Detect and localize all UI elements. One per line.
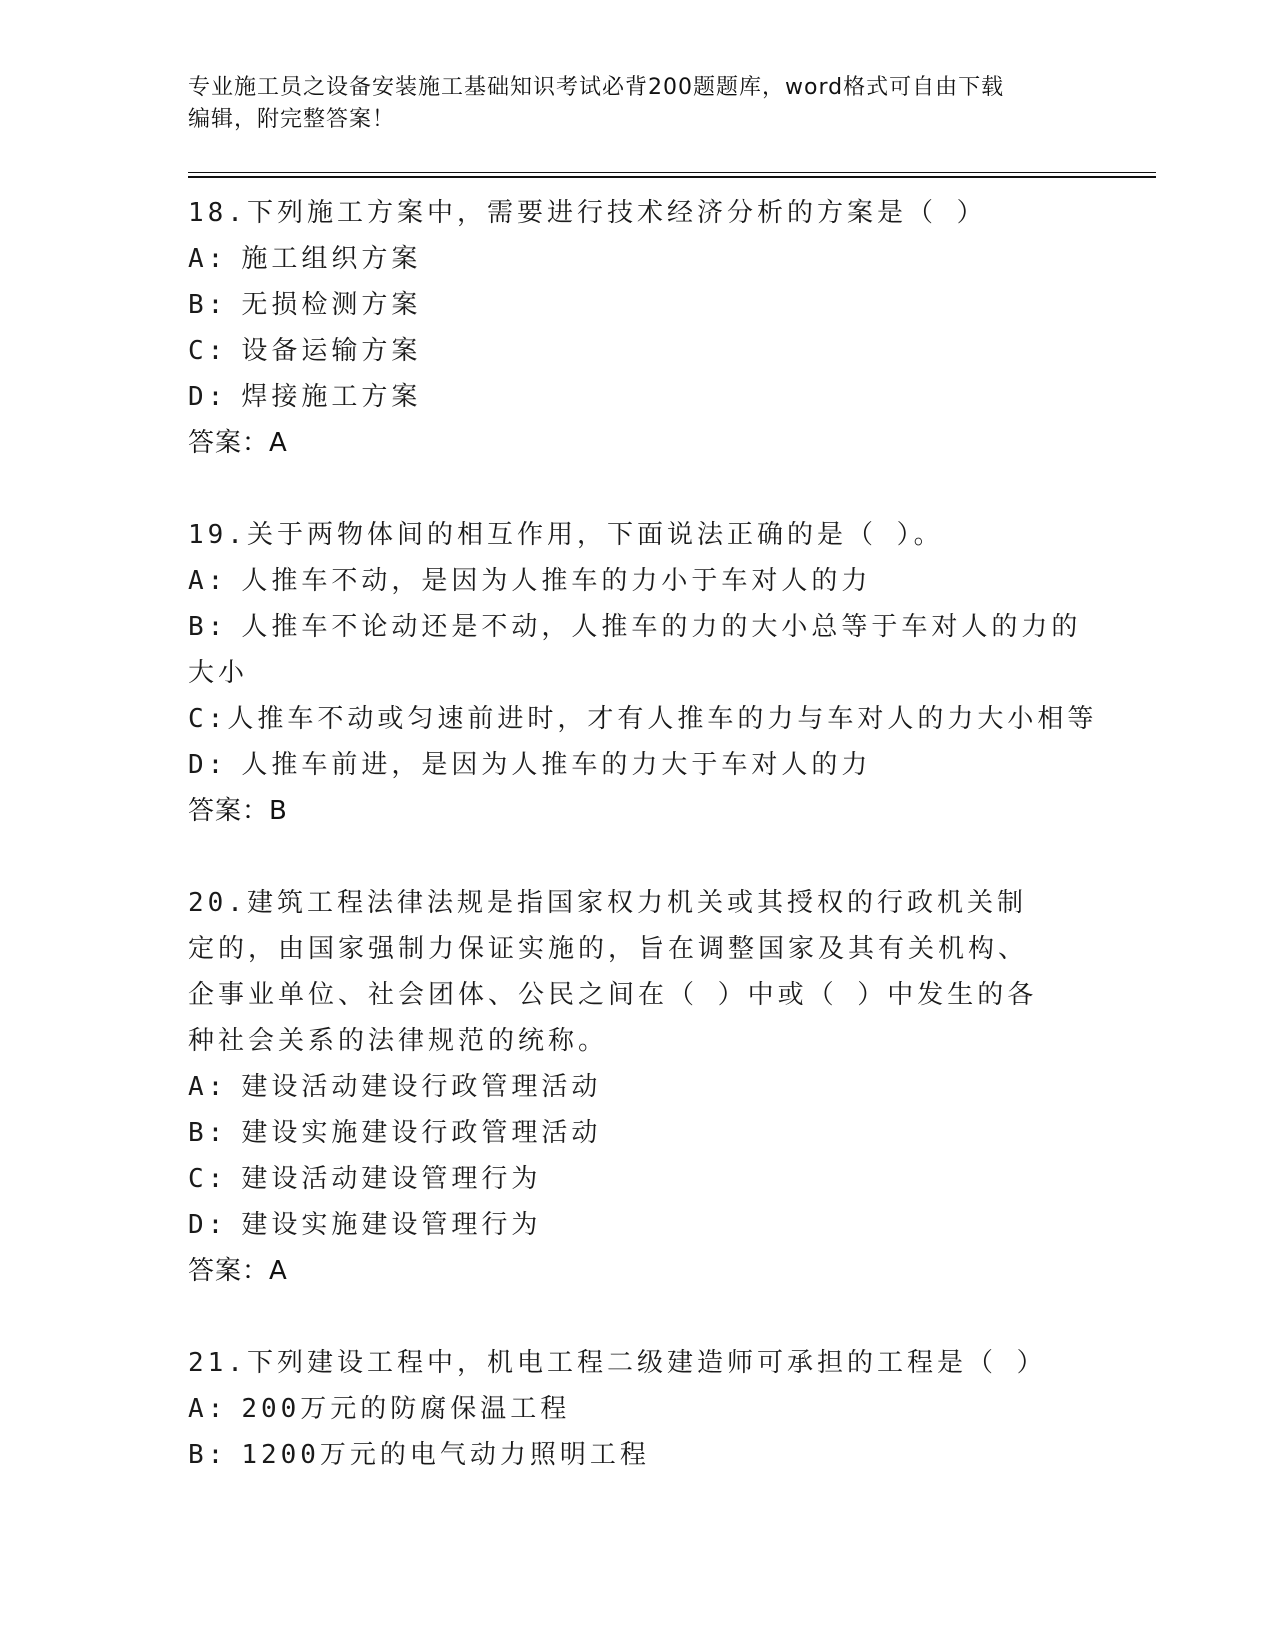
option-text: 施工组织方案	[241, 244, 422, 274]
option-text: 建设实施建设行政管理活动	[241, 1118, 602, 1148]
question-stem	[188, 512, 1088, 558]
option-key: C:	[188, 1164, 228, 1194]
option-text: 建设活动建设管理行为	[241, 1164, 542, 1194]
answer-line: 答案：A	[188, 428, 288, 458]
question-number: 20.	[188, 888, 247, 918]
question-item	[188, 512, 1098, 834]
question-number: 19.	[188, 520, 247, 550]
question-item	[188, 190, 1088, 466]
header-divider-thick	[188, 176, 1156, 178]
option-b	[188, 604, 1088, 696]
question-item	[188, 1340, 1088, 1478]
option-text: 1200万元的电气动力照明工程	[241, 1440, 650, 1470]
option-text: 建设活动建设行政管理活动	[241, 1072, 602, 1102]
question-item	[188, 880, 1088, 1294]
question-stem	[188, 880, 1048, 1064]
option-a	[188, 1064, 1088, 1110]
answer-line: 答案：A	[188, 1256, 288, 1286]
option-key: B:	[188, 1118, 228, 1148]
question-stem	[188, 190, 1088, 236]
option-d	[188, 374, 1088, 420]
option-d	[188, 1202, 1088, 1248]
option-key: D:	[188, 382, 228, 412]
option-text: 设备运输方案	[241, 336, 422, 366]
question-text: 下列施工方案中，需要进行技术经济分析的方案是（ ）	[246, 198, 987, 228]
option-c	[188, 1156, 1088, 1202]
option-key: D:	[188, 1210, 228, 1240]
option-b	[188, 1110, 1088, 1156]
option-key: A:	[188, 1072, 228, 1102]
option-key: A:	[188, 1394, 228, 1424]
option-key: B:	[188, 612, 228, 642]
question-text: 关于两物体间的相互作用，下面说法正确的是（ ）。	[246, 520, 944, 550]
option-text: 焊接施工方案	[241, 382, 422, 412]
option-text: 人推车不论动还是不动，人推车的力的大小总等于车对人的力的大小	[188, 612, 1082, 688]
option-key: A:	[188, 566, 228, 596]
question-number: 21.	[188, 1348, 247, 1378]
option-key: C:	[188, 336, 228, 366]
option-text: 无损检测方案	[241, 290, 422, 320]
option-text: 200万元的防腐保温工程	[241, 1394, 571, 1424]
option-key: B:	[188, 1440, 228, 1470]
option-a	[188, 1386, 1088, 1432]
header-line-1: 专业施工员之设备安装施工基础知识考试必背200题题库，word格式可自由下载	[188, 75, 1005, 100]
option-text: 人推车不动或匀速前进时，才有人推车的力与车对人的力大小相等	[227, 704, 1098, 734]
option-a	[188, 236, 1088, 282]
option-key: B:	[188, 290, 228, 320]
option-key: A:	[188, 244, 228, 274]
option-c	[188, 328, 1088, 374]
option-key: D:	[188, 750, 228, 780]
question-text: 建筑工程法律法规是指国家权力机关或其授权的行政机关制定的，由国家强制力保证实施的，旨在调整国家及其有关机构、企事业单位、社会团体、公民之间在（ ）中或（ ）中发生的各种社会关系的法律规范的统称。	[188, 888, 1038, 1056]
header-line-2: 编辑，附完整答案！	[188, 107, 396, 132]
option-text: 建设实施建设管理行为	[241, 1210, 542, 1240]
answer-line: 答案：B	[188, 796, 288, 826]
question-number: 18.	[188, 198, 247, 228]
option-d	[188, 742, 1088, 788]
option-c	[188, 696, 1098, 742]
header-divider-thin	[188, 172, 1156, 173]
option-text: 人推车不动，是因为人推车的力小于车对人的力	[241, 566, 872, 596]
option-a	[188, 558, 1088, 604]
option-text: 人推车前进，是因为人推车的力大于车对人的力	[241, 750, 872, 780]
document-header	[188, 72, 1068, 136]
question-text: 下列建设工程中，机电工程二级建造师可承担的工程是（ ）	[246, 1348, 1047, 1378]
option-b	[188, 282, 1088, 328]
option-b	[188, 1432, 1088, 1478]
question-stem	[188, 1340, 1088, 1386]
question-list	[188, 190, 1098, 1524]
option-key: C:	[188, 704, 228, 734]
